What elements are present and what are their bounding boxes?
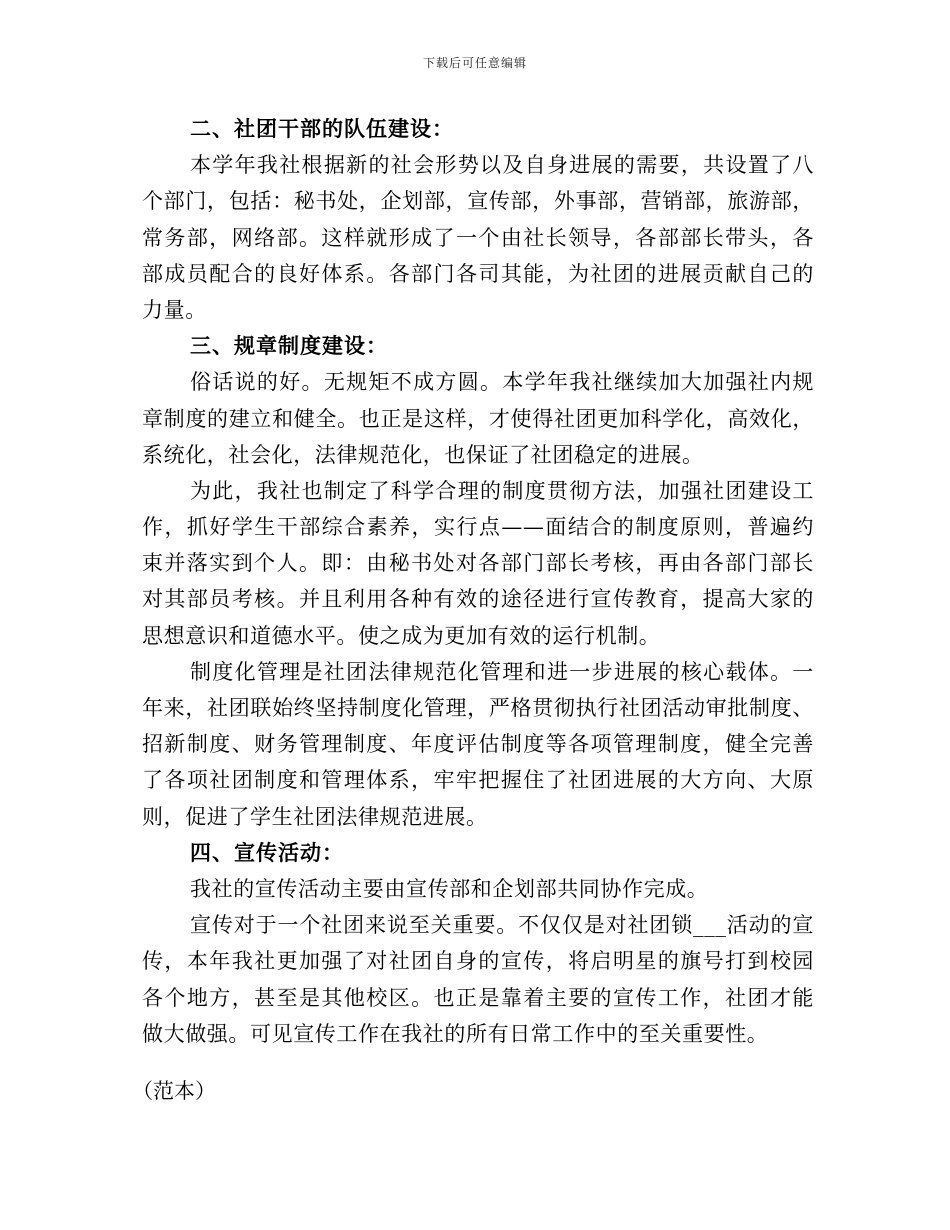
text-line: 各个地方，甚至是其他校区。也正是靠着主要的宣传工作，社团才能	[142, 985, 814, 1010]
page-header-note: 下载后可任意编辑	[422, 56, 527, 70]
text-line: 束并落实到个人。即：由秘书处对各部门部长考核，再由各部门部长	[142, 551, 814, 576]
text-line: 俗话说的好。无规矩不成方圆。本学年我社继续加大加强社内规	[190, 370, 814, 395]
paragraph	[142, 654, 814, 835]
text-line: 则，促进了学生社团法律规范进展。	[142, 804, 488, 829]
section-heading-4: 四、宣传活动：	[190, 839, 344, 865]
paragraph	[142, 147, 814, 328]
section-heading-3: 三、规章制度建设：	[190, 333, 388, 359]
text-line: 系统化，社会化，法律规范化，也保证了社团稳定的进展。	[142, 442, 704, 467]
text-line: 章制度的建立和健全。也正是这样，才使得社团更加科学化，高效化，	[142, 406, 814, 431]
text-line: 制度化管理是社团法律规范化管理和进一步进展的核心载体。一	[190, 659, 814, 684]
text-line: 个部门，包括：秘书处，企划部，宣传部，外事部，营销部，旅游部，	[142, 189, 814, 214]
closing-note: （范本）	[132, 1079, 216, 1103]
paragraph	[142, 473, 814, 654]
text-line: 本学年我社根据新的社会形势以及自身进展的需要，共设置了八	[190, 153, 814, 178]
text-line: 传，本年我社更加强了对社团自身的宣传，将启明星的旗号打到校园	[142, 949, 814, 974]
text-line: 了各项社团制度和管理体系，牢牢把握住了社团进展的大方向、大原	[142, 768, 814, 793]
paragraph	[142, 871, 814, 907]
text-line: 做大做强。可见宣传工作在我社的所有日常工作中的至关重要性。	[142, 1021, 769, 1046]
paragraph	[142, 907, 814, 1052]
text-line: 常务部，网络部。这样就形成了一个由社长领导，各部部长带头，各	[142, 225, 814, 250]
text-line: 为此，我社也制定了科学合理的制度贯彻方法，加强社团建设工	[190, 478, 814, 503]
text-line: 思想意识和道德水平。使之成为更加有效的运行机制。	[142, 623, 661, 648]
document-body	[142, 111, 814, 1052]
section-heading-2: 二、社团干部的队伍建设：	[190, 116, 454, 141]
text-line: 作，抓好学生干部综合素养，实行点——面结合的制度原则，普遍约	[142, 515, 814, 540]
text-line: 部成员配合的良好体系。各部门各司其能，为社团的进展贡献自己的	[142, 261, 814, 286]
text-line: 年来，社团联始终坚持制度化管理，严格贯彻执行社团活动审批制度、	[142, 696, 814, 720]
text-line: 我社的宣传活动主要由宣传部和企划部共同协作完成。	[190, 876, 709, 901]
paragraph	[142, 364, 814, 473]
text-line: 力量。	[142, 297, 207, 322]
text-line: 宣传对于一个社团来说至关重要。不仅仅是对社团锁___活动的宣	[190, 913, 814, 938]
text-line: 招新制度、财务管理制度、年度评估制度等各项管理制度，健全完善	[142, 732, 814, 757]
text-line: 对其部员考核。并且利用各种有效的途径进行宣传教育，提高大家的	[142, 587, 814, 612]
